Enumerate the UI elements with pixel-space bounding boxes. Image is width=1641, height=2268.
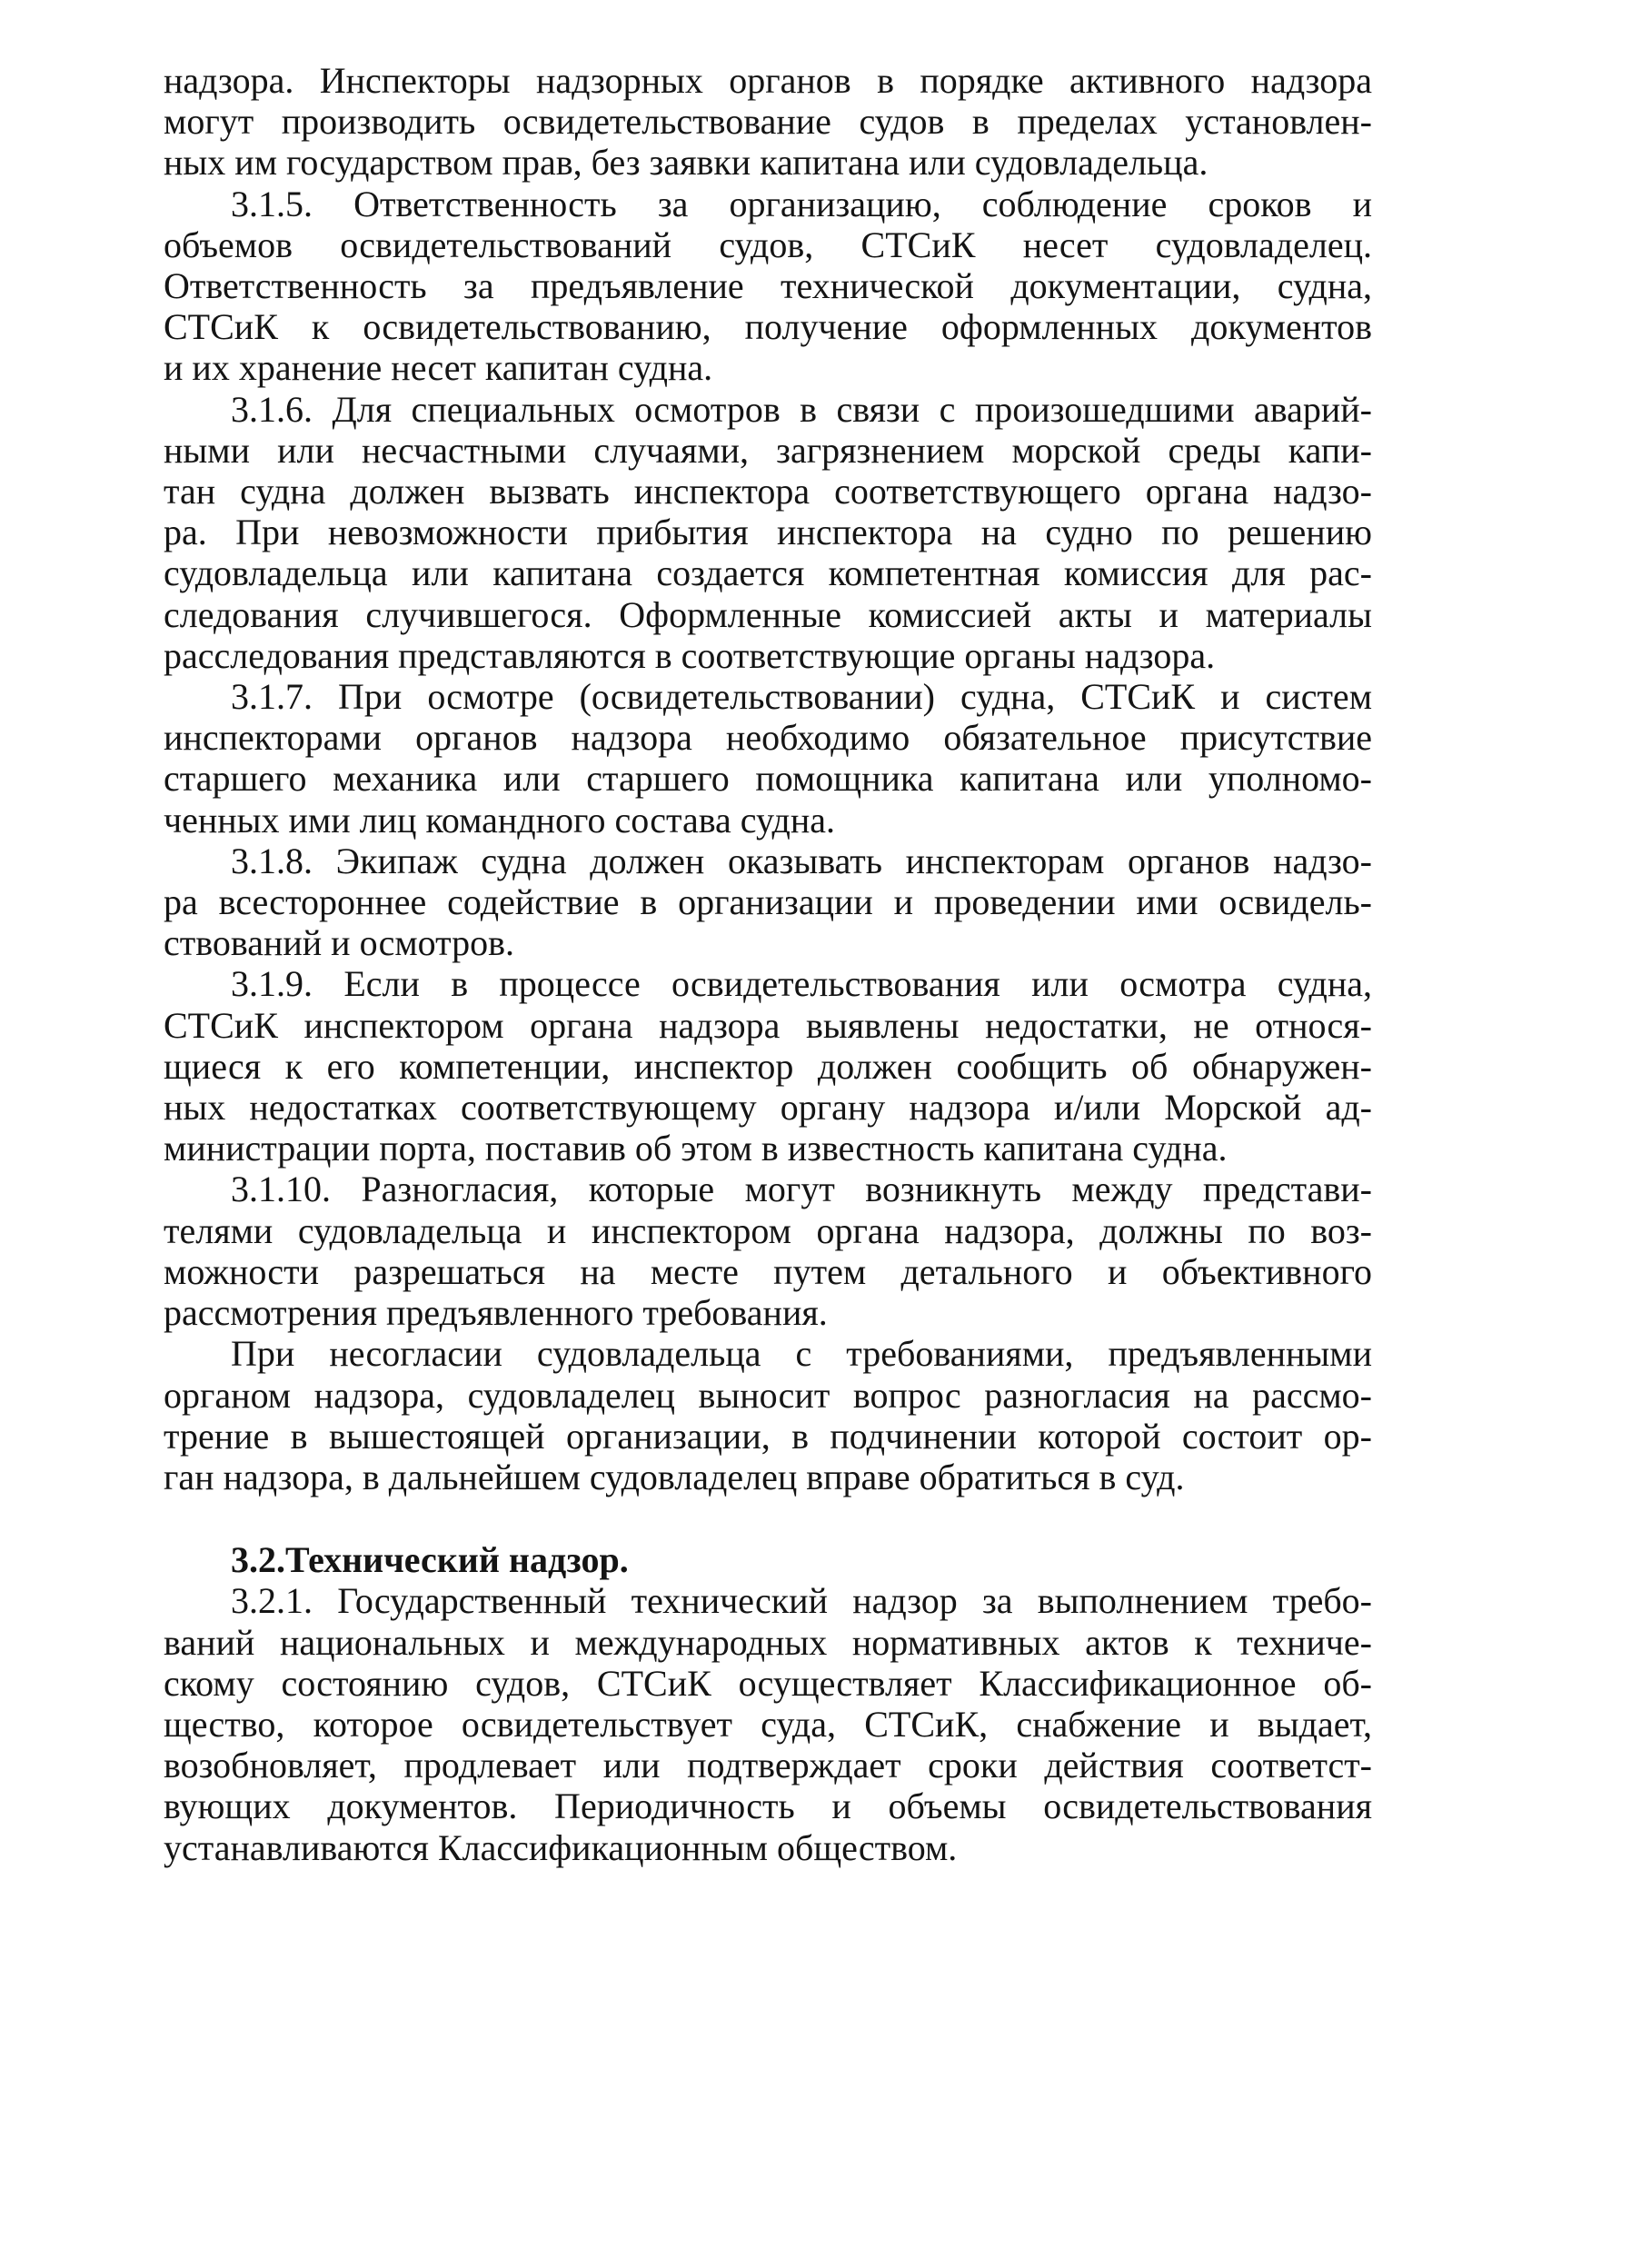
- text-line: щиеся к его компетенции, инспектор должен сообщить об обнаружен-: [164, 1045, 1372, 1087]
- paragraph-3-1-9: [164, 963, 1372, 1169]
- text-line: объемов освидетельствований судов, СТСиК несет судовладелец.: [164, 224, 1372, 265]
- paragraph-3-1-6: [164, 389, 1372, 676]
- text-line: ных им государством прав, без заявки капитана или судовладельца.: [164, 142, 1208, 184]
- text-line: ган надзора, в дальнейшем судовладелец вправе обратиться в суд.: [164, 1456, 1185, 1497]
- paragraph-3-1-7: [164, 676, 1372, 841]
- text-line: При несогласии судовладельца с требованиями, предъявленными: [231, 1333, 1372, 1375]
- text-line: СТСиК к освидетельствованию, получение оформленных документов: [164, 306, 1372, 348]
- text-line: щество, которое освидетельствует суда, СТСиК, снабжение и выдает,: [164, 1703, 1372, 1745]
- text-line: старшего механика или старшего помощника капитана или уполномо-: [164, 758, 1372, 800]
- text-line: СТСиК инспектором органа надзора выявлены недостатки, не относя-: [164, 1004, 1372, 1046]
- text-line: 3.2.1. Государственный технический надзор за выполнением требо-: [231, 1580, 1372, 1622]
- text-line: следования случившегося. Оформленные комиссией акты и материалы: [164, 593, 1372, 635]
- text-line: ных недостатках соответствующему органу надзора и/или Морской ад-: [164, 1087, 1372, 1129]
- text-line: надзора. Инспекторы надзорных органов в порядке активного надзора: [164, 60, 1372, 101]
- text-line: ченных ими лиц командного состава судна.: [164, 799, 836, 841]
- text-line: ра. При невозможности прибытия инспектора на судно по решению: [164, 512, 1372, 553]
- text-line: 3.1.8. Экипаж судна должен оказывать инспекторам органов надзо-: [231, 840, 1372, 881]
- text-line: скому состоянию судов, СТСиК осуществляет Классификационное об-: [164, 1662, 1372, 1704]
- section-heading: 3.2.Технический надзор.: [231, 1539, 629, 1581]
- text-line: возобновляет, продлевает или подтверждает сроки действия соответст-: [164, 1745, 1372, 1786]
- text-line: органом надзора, судовладелец выносит вопрос разногласия на рассмо-: [164, 1374, 1372, 1416]
- paragraph-3-1-10: [164, 1169, 1372, 1333]
- paragraph-3-2-1: [164, 1580, 1372, 1867]
- text-line: расследования представляются в соответствующие органы надзора.: [164, 634, 1216, 676]
- text-line: трение в вышестоящей организации, в подчинении которой состоит ор-: [164, 1415, 1372, 1457]
- text-line: тан судна должен вызвать инспектора соответствующего органа надзо-: [164, 471, 1372, 512]
- text-line: 3.1.6. Для специальных осмотров в связи с произошедшими аварий-: [231, 388, 1372, 430]
- document-page: [164, 60, 1372, 1868]
- text-line: 3.1.5. Ответственность за организацию, соблюдение сроков и: [231, 183, 1372, 224]
- text-line: ваний национальных и международных нормативных актов к техниче-: [164, 1621, 1372, 1663]
- text-line: судовладельца или капитана создается компетентная комиссия для рас-: [164, 552, 1372, 594]
- text-line: рассмотрения предъявленного требования.: [164, 1292, 828, 1334]
- text-line: ными или несчастными случаями, загрязнением морской среды капи-: [164, 429, 1372, 471]
- paragraph-supervision-continuation: [164, 60, 1372, 184]
- text-line: 3.1.10. Разногласия, которые могут возникнуть между представи-: [231, 1169, 1372, 1210]
- text-line: можности разрешаться на месте путем детального и объективного: [164, 1250, 1372, 1292]
- text-line: инспекторами органов надзора необходимо обязательное присутствие: [164, 717, 1372, 759]
- text-line: ра всестороннее содействие в организации и проведении ими освидель-: [164, 881, 1372, 923]
- text-line: 3.1.9. Если в процессе освидетельствования или осмотра судна,: [231, 963, 1372, 1005]
- paragraph-3-1-8: [164, 841, 1372, 964]
- text-line: телями судовладельца и инспектором органа надзора, должны по воз-: [164, 1209, 1372, 1251]
- text-line: и их хранение несет капитан судна.: [164, 347, 713, 389]
- text-line: ствований и осмотров.: [164, 922, 514, 964]
- text-line: устанавливаются Классификационным обществом.: [164, 1826, 958, 1868]
- paragraph-disagreement: [164, 1333, 1372, 1497]
- text-line: 3.1.7. При осмотре (освидетельствовании) судна, СТСиК и систем: [231, 676, 1372, 718]
- text-line: министрации порта, поставив об этом в известность капитана судна.: [164, 1128, 1228, 1169]
- text-line: вующих документов. Периодичность и объемы освидетельствования: [164, 1786, 1372, 1827]
- text-line: Ответственность за предъявление технической документации, судна,: [164, 265, 1372, 307]
- text-line: могут производить освидетельствование судов в пределах установлен-: [164, 101, 1372, 143]
- paragraph-3-1-5: [164, 184, 1372, 389]
